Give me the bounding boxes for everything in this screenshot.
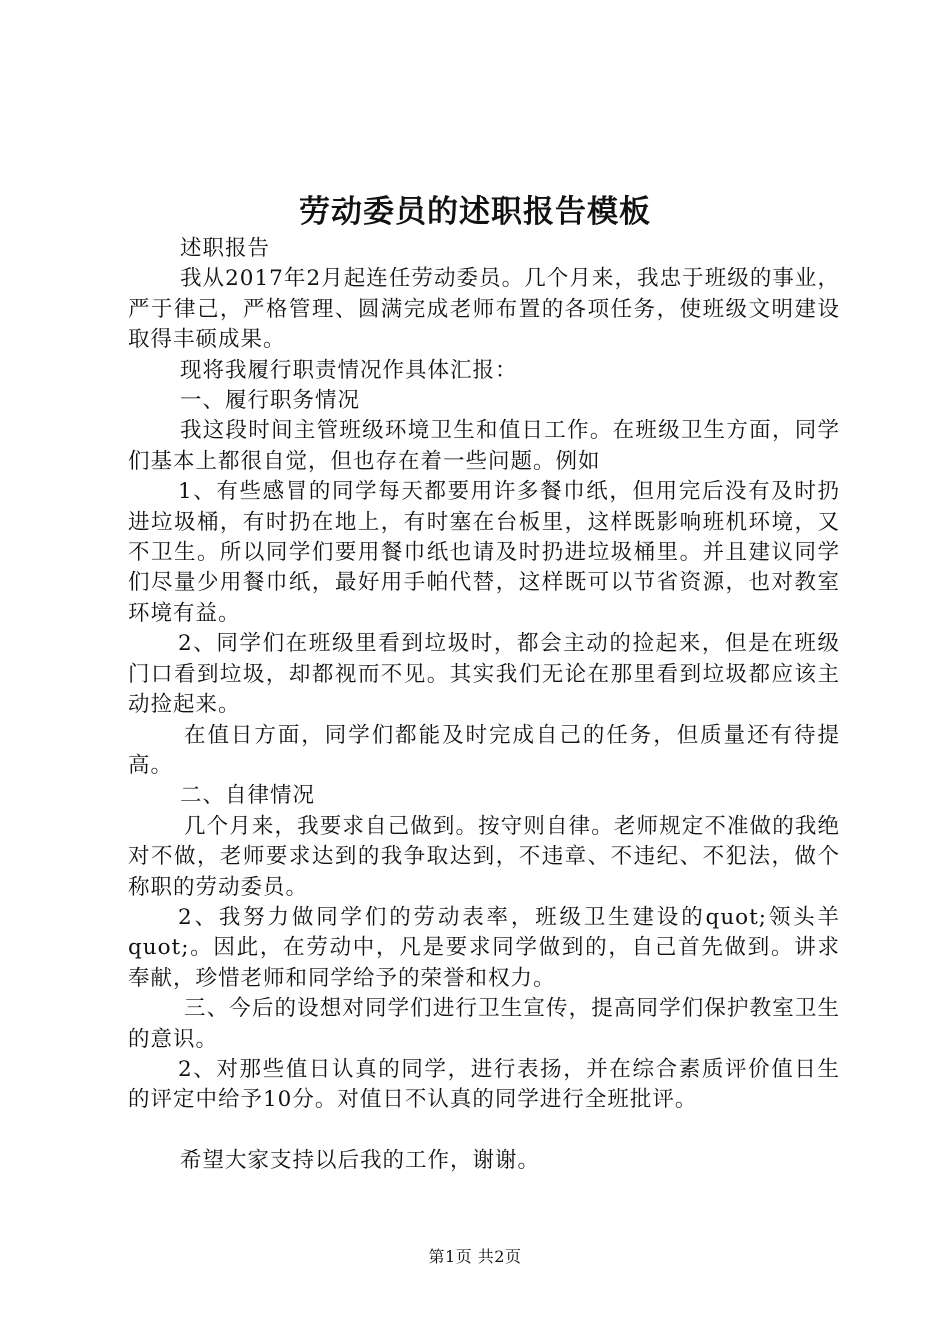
paragraph-role-model: 2、我努力做同学们的劳动表率，班级卫生建设的quot;领头羊quot;。因此，在劳动中，凡是要求同学做到的，自己首先做到。讲求奉献，珍惜老师和同学给予的荣誉和权力。: [128, 904, 840, 991]
page-number-footer: 第1页 共2页: [428, 1247, 522, 1266]
paragraph-item-litter: 2、同学们在班级里看到垃圾时，都会主动的捡起来，但是在班级门口看到垃圾，却都视而不见。其实我们无论在那里看到垃圾都应该主动捡起来。: [128, 631, 840, 718]
document-body: [128, 234, 840, 1176]
section-heading-future-plans: 三、今后的设想对同学们进行卫生宣传，提高同学们保护教室卫生的意识。: [128, 996, 840, 1052]
paragraph-report-lead: 现将我履行职责情况作具体汇报：: [180, 357, 518, 383]
paragraph-heading-report: 述职报告: [180, 236, 271, 261]
paragraph-duty-quality: 在值日方面，同学们都能及时完成自己的任务，但质量还有待提高。: [128, 722, 840, 778]
document-title: 劳动委员的述职报告模板: [299, 194, 651, 230]
paragraph-praise-criticism: 2、对那些值日认真的同学，进行表扬，并在综合素质评价值日生的评定中给予10分。对值日不认真的同学进行全班批评。: [128, 1056, 840, 1113]
section-heading-self-discipline: 二、自律情况: [180, 783, 316, 809]
section-heading-duties: 一、履行职务情况: [180, 388, 361, 414]
paragraph-intro: 我从2017年2月起连任劳动委员。几个月来，我忠于班级的事业，严于律己，严格管理、圆满完成老师布置的各项任务，使班级文明建设取得丰硕成果。: [128, 266, 840, 353]
paragraph-item-tissues: 1、有些感冒的同学每天都要用许多餐巾纸，但用完后没有及时扔进垃圾桶，有时扔在地上，有时塞在台板里，这样既影响班机环境，又不卫生。所以同学们要用餐巾纸也请及时扔进垃圾桶里。并且建议同学们尽量少用餐巾纸，最好用手帕代替，这样既可以节省资源，也对教室环境有益。: [128, 479, 840, 626]
paragraph-self-discipline: 几个月来，我要求自己做到。按守则自律。老师规定不准做的我绝对不做，老师要求达到的我争取达到，不违章、不违纪、不犯法，做个称职的劳动委员。: [128, 813, 840, 900]
paragraph-duties-overview: 我这段时间主管班级环境卫生和值日工作。在班级卫生方面，同学们基本上都很自觉，但也存在着一些问题。例如: [128, 418, 840, 474]
paragraph-closing: 希望大家支持以后我的工作，谢谢。: [180, 1147, 541, 1173]
